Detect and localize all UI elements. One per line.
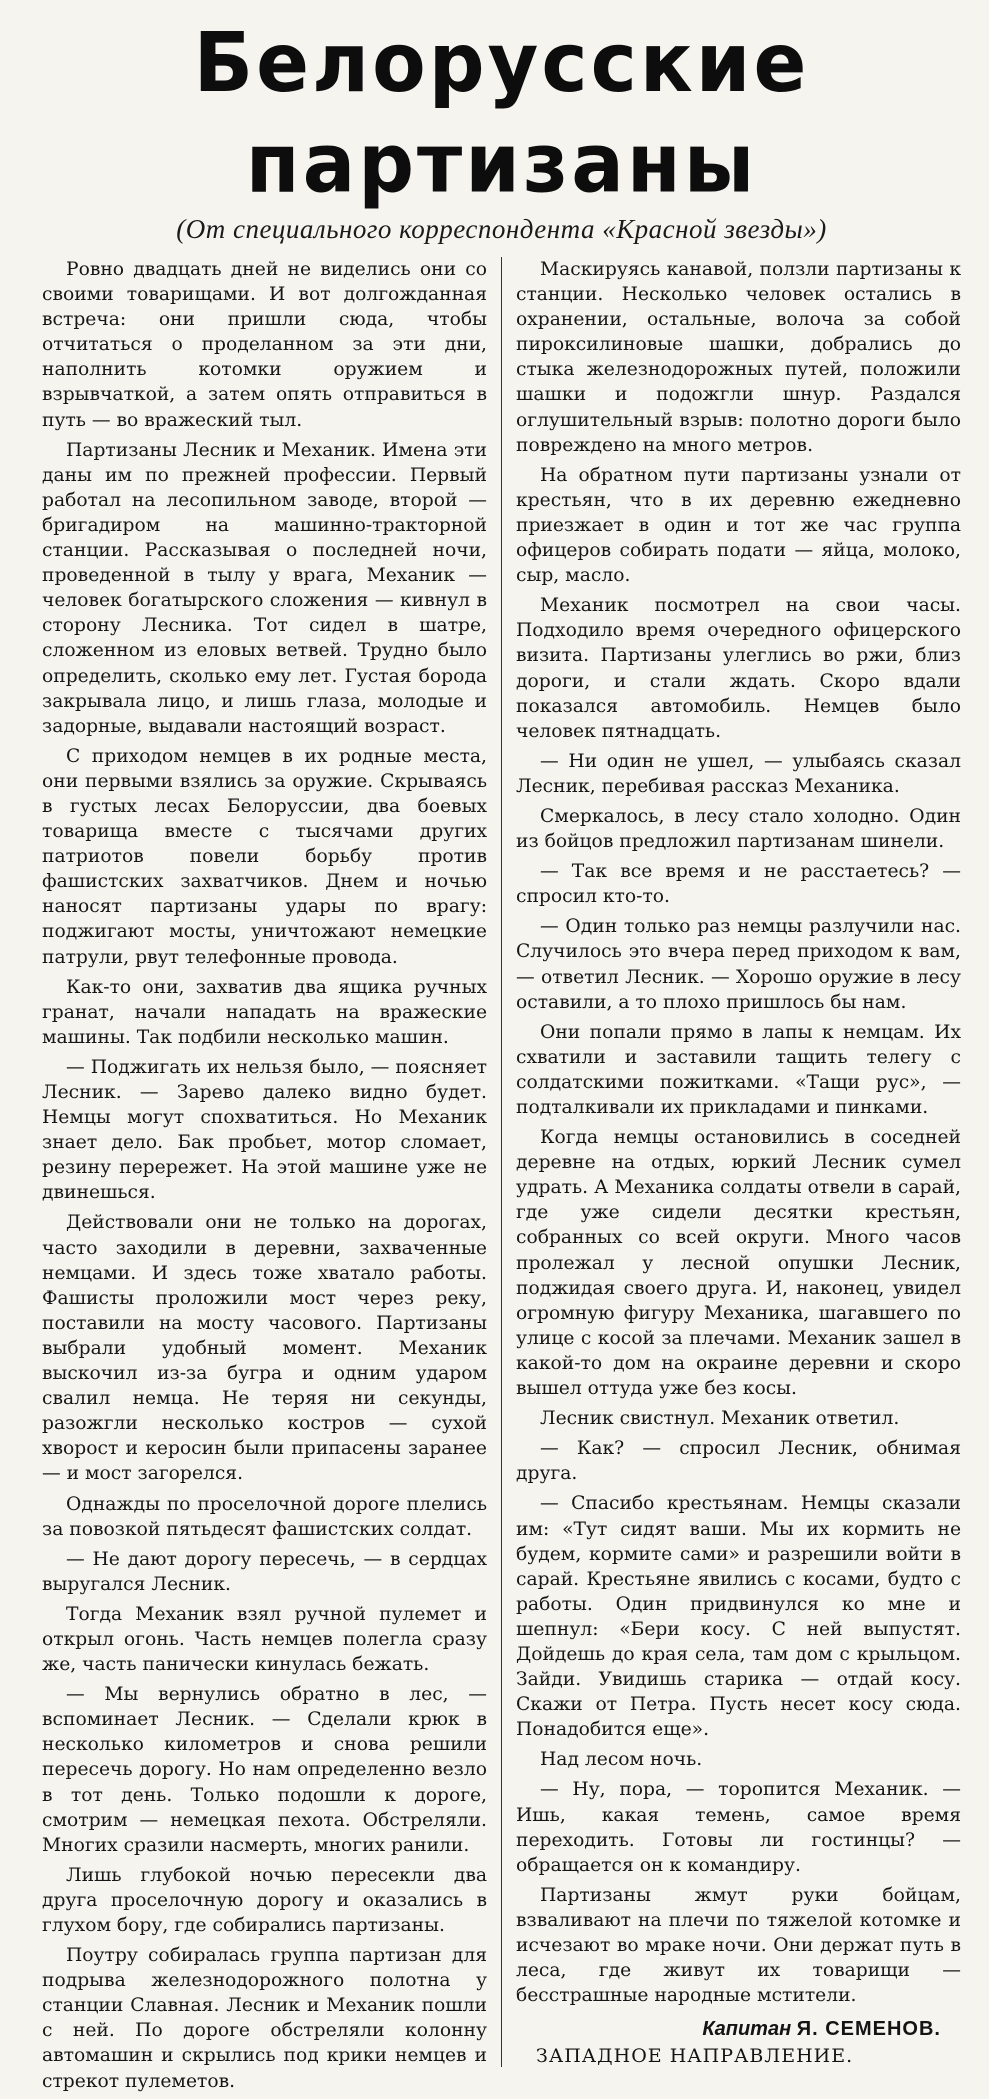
author-name: Я. СЕМЕНОВ.: [796, 2018, 941, 2041]
paragraph: — Ни один не ушел, — улыбаясь сказал Лесник, перебивая рассказ Механика.: [516, 750, 961, 797]
paragraph: — Не дают дорогу пересечь, — в сердцах выругался Лесник.: [42, 1548, 487, 1595]
paragraph: — Мы вернулись обратно в лес, — вспоминает Лесник. — Сделали крюк в несколько километров и снова решили пересечь дорогу. Но нам определенно везло в тот день. Только подошли к дороге, смотрим — немецкая пехота. Обстреляли. Многих сразили насмерть, многих ранили.: [42, 1684, 487, 1856]
author-rank: Капитан: [702, 2018, 792, 2041]
paragraph: Смеркалось, в лесу стало холодно. Один из бойцов предложил партизанам шинели.: [516, 805, 961, 853]
left-column: [42, 257, 501, 2099]
paragraph: — Так все время и не расстаетесь? — спросил кто-то.: [516, 861, 961, 908]
paragraph: Однажды по проселочной дороге плелись за повозкой пятьдесят фашистских солдат.: [42, 1493, 487, 1540]
paragraph: Механик посмотрел на свои часы. Подходило время очередного офицерского визита. Партизаны улеглись во ржи, близ дороги, и стали ждать. Скоро вдали показался автомобиль. Немцев было человек пятнадцать.: [516, 595, 961, 742]
right-column: [501, 257, 961, 2067]
article-body: [42, 257, 961, 2099]
paragraph: Лесник свистнул. Механик ответил.: [540, 1408, 900, 1430]
paragraph: Партизаны жмут руки бойцам, взваливают на плечи по тяжелой котомке и исчезают во мраке ночи. Они держат путь в леса, где живут их товарищи — бесстрашные народные мстители.: [516, 1884, 961, 2007]
article-headline: Белорусские партизаны: [193, 16, 810, 212]
paragraph: — Ну, пора, — торопится Механик. — Ишь, какая темень, самое время переходить. Готовы ли гостинцы? — обращается он к командиру.: [516, 1779, 961, 1876]
paragraph: — Спасибо крестьянам. Немцы сказали им: «Тут сидят ваши. Мы их кормить не будем, кормите сами» и разрешили войти в сарай. Крестьяне явились с косами, будто с работы. Один придвинулся ко мне и шепнул: «Бери косу. С ней выпустят. Дойдешь до края села, там дом с крыльцом. Зайди. Увидишь старика — отдай косу. Скажи от Петра. Пусть несет косу сюда. Понадобится еще».: [516, 1493, 961, 1741]
paragraph: Тогда Механик взял ручной пулемет и открыл огонь. Часть немцев полегла сразу же, часть панически кинулась бежать.: [42, 1603, 487, 1676]
dateline: ЗАПАДНОЕ НАПРАВЛЕНИЕ.: [536, 2045, 854, 2068]
paragraph: Как-то они, захватив два ящика ручных гранат, начали нападать на вражеские машины. Так подбили несколько машин.: [42, 976, 487, 1048]
article-subtitle: (От специального корреспондента «Красной звезды»): [176, 214, 827, 244]
paragraph: С приходом немцев в их родные места, они первыми взялись за оружие. Скрываясь в густых лесах Белоруссии, два боевых товарища вместе с тысячами других патриотов повели борьбу против фашистских захватчиков. Днем и ночью наносят партизаны удары по врагу: поджигают мосты, уничтожают немецкие патрули, рвут телефонные провода.: [42, 745, 487, 968]
paragraph: Маскируясь канавой, ползли партизаны к станции. Несколько человек остались в охранении, остальные, волоча за собой пироксилиновые шашки, добрались до стыка железнодорожных путей, положили шашки и подожгли шнур. Раздался оглушительный взрыв: полотно дороги было повреждено на много метров.: [516, 259, 961, 456]
paragraph: Поутру собиралась группа партизан для подрыва железнодорожного полотна у станции Славная. Лесник и Механик пошли с ней. По дороге обстреляли колонну автомашин и скрылись под крики немцев и стрекот пулеметов.: [42, 1945, 487, 2092]
paragraph: — Как? — спросил Лесник, обнимая друга.: [516, 1438, 961, 1485]
paragraph: Ровно двадцать дней не виделись они со своими товарищами. И вот долгожданная встреча: они пришли сюда, чтобы отчитаться о проделанном за эти дни, наполнить котомки оружием и взрывчаткой, а затем опять отправиться в путь — во вражеский тыл.: [42, 259, 487, 431]
paragraph: Лишь глубокой ночью пересекли два друга проселочную дорогу и оказались в глухом бору, где собирались партизаны.: [42, 1864, 487, 1936]
author-signature: [516, 2018, 941, 2041]
paragraph: — Поджигать их нельзя было, — поясняет Лесник. — Зарево далеко видно будет. Немцы могут спохватиться. Но Механик знает дело. Бак пробьет, мотор сломает, резину перережет. На этой машине уже не двинешься.: [42, 1056, 487, 1204]
paragraph: Действовали они не только на дорогах, часто заходили в деревни, захваченные немцами. И здесь тоже хватало работы. Фашисты проложили мост через реку, поставили на мосту часового. Партизаны выбрали удобный момент. Механик выскочил из-за бугра и одним ударом свалил немца. Не теряя ни секунды, разожгли несколько костров — сухой хворост и керосин были припасены заранее — и мост загорелся.: [42, 1212, 487, 1485]
paragraph: На обратном пути партизаны узнали от крестьян, что в их деревню ежедневно приезжает в один и тот же час группа офицеров собирать подати — яйца, молоко, сыр, масло.: [516, 464, 961, 587]
paragraph: Партизаны Лесник и Механик. Имена эти даны им по прежней профессии. Первый работал на лесопильном заводе, второй — бригадиром на машинно-тракторной станции. Рассказывая о последней ночи, проведенной в тылу у врага, Механик — человек богатырского сложения — кивнул в сторону Лесника. Тот сидел в шатре, сложенном из еловых ветвей. Трудно было определить, сколько ему лет. Густая борода закрывала лицо, и лишь глаза, молодые и задорные, выдавали настоящий возраст.: [42, 439, 487, 737]
paragraph: Когда немцы остановились в соседней деревне на отдых, юркий Лесник сумел удрать. А Механика солдаты отвели в сарай, где уже сидели десятки крестьян, собранных со всей округи. Много часов пролежал у лесной опушки Лесник, поджидая своего друга. И, наконец, увидел огромную фигуру Механика, шагавшего по улице с косой за плечами. Механик зашел в какой-то дом на окраине деревни и скоро вышел оттуда уже без косы.: [516, 1127, 961, 1400]
paragraph: Они попали прямо в лапы к немцам. Их схватили и заставили тащить телегу с солдатскими пожитками. «Тащи рус», — подталкивали их прикладами и пинками.: [516, 1021, 961, 1118]
paragraph: Над лесом ночь.: [540, 1749, 703, 1771]
paragraph: — Один только раз немцы разлучили нас. Случилось это вчера перед приходом к вам, — ответил Лесник. — Хорошо оружие в лесу оставили, а то плохо пришлось бы нам.: [516, 916, 961, 1013]
